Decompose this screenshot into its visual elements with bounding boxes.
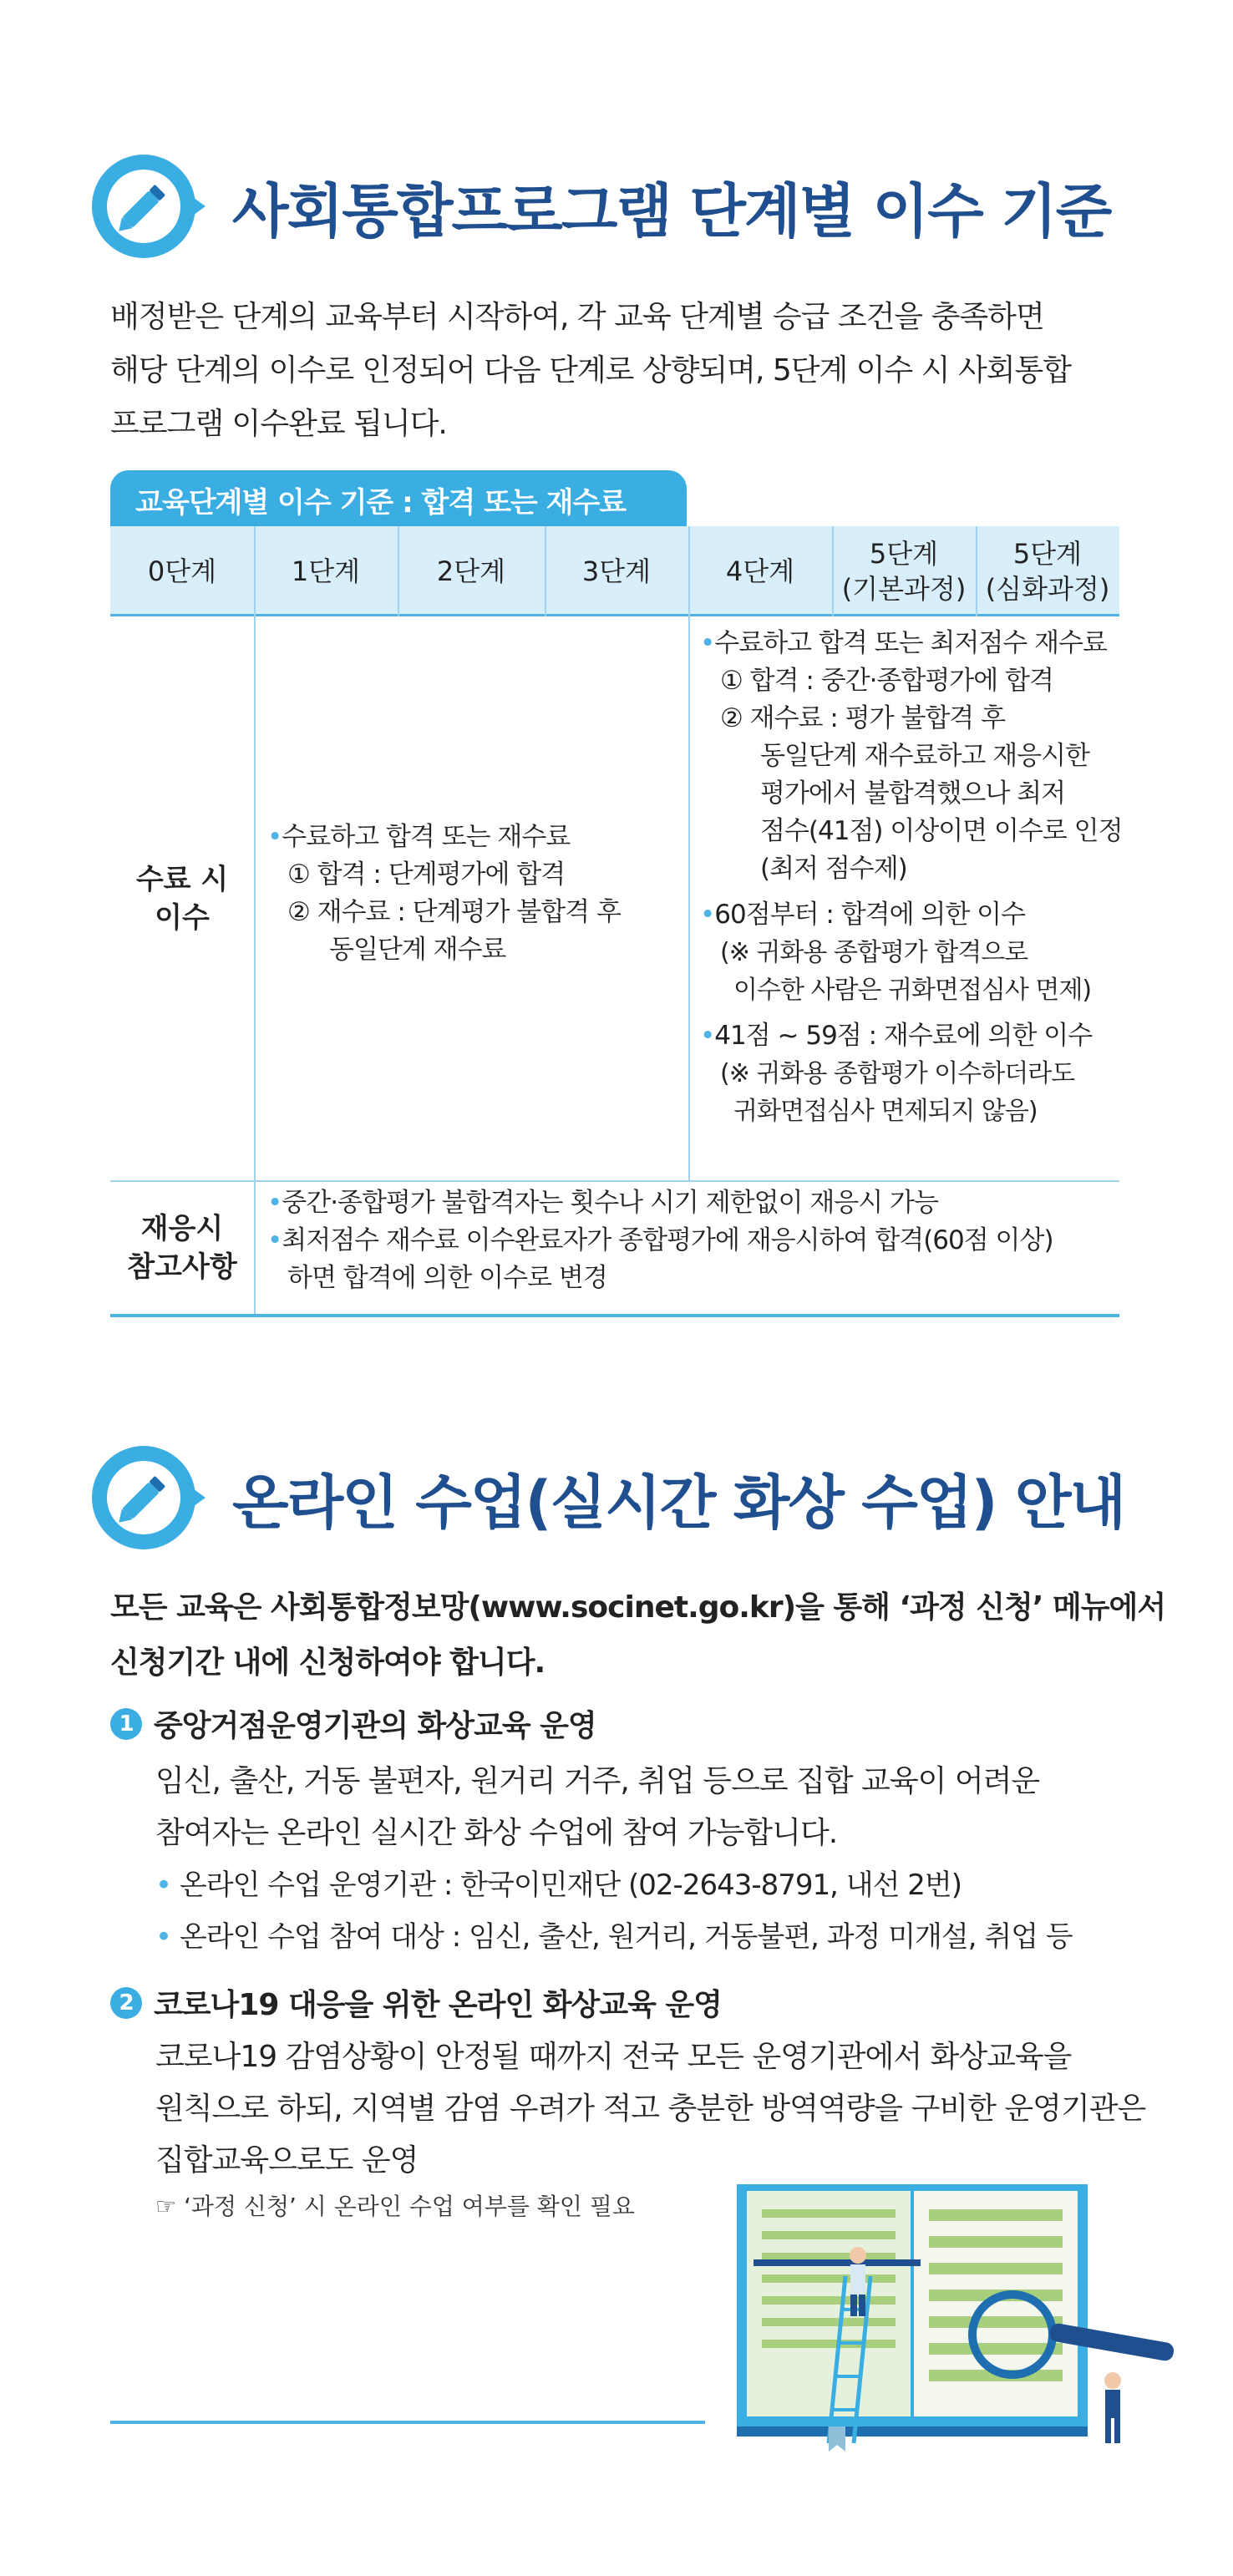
table-divider [688,526,690,616]
cell-text: ② 재수료 : 단계평가 불합격 후 [287,897,621,927]
bullet-icon: • [155,1869,180,1902]
row-label-line: 참고사항 [127,1250,237,1284]
cell-line [267,856,681,894]
body-line: 집합교육으로도 운영 [155,2143,419,2178]
bullet-icon: • [267,822,282,852]
body-line: 임신, 출산, 거동 불편자, 원거리 거주, 취업 등으로 집합 교육이 어려운 [155,1764,1040,1798]
item2-heading [110,1981,722,2024]
row-label-line: 재응시 [140,1212,224,1245]
row-label-completion [110,616,254,1180]
cell-text: 수료하고 합격 또는 재수료 [282,822,571,852]
header-cell-line: 5단계 [1012,538,1083,570]
cell-text: 최저점수 재수료 이수완료자가 종합평가에 재응시하여 합격(60점 이상) [282,1225,1053,1255]
cell-line [267,1260,1115,1297]
cell-line [700,971,1118,1009]
item1-heading [110,1702,596,1745]
intro-line: 해당 단계의 이수로 인정되어 다음 단계로 상향되며, 5단계 이수 시 사회통합 [110,353,1072,388]
bullet-line [155,1859,1073,1911]
cell-text: 이수한 사람은 귀화면접심사 면제) [733,976,1092,1005]
bullet-icon: • [700,1021,715,1051]
table-bottom-border [110,1314,1119,1317]
cell-line [267,894,681,931]
header-cell: 0단계 [147,555,217,587]
cell-line [267,1222,1115,1260]
cell-text: 귀화면접심사 면제되지 않음) [733,1097,1038,1126]
cell-line [700,662,1118,700]
cell-text: 60점부터 : 합격에 의한 이수 [714,900,1026,930]
criteria-table [110,526,1123,1320]
cell-line [700,1017,1118,1055]
body-line: 참여자는 온라인 실시간 화상 수업에 참여 가능합니다. [155,1816,838,1850]
bullet-icon: • [700,900,715,930]
section1-heading [84,144,1110,269]
cell-line [267,931,681,969]
cell-line [700,850,1118,888]
cell-text: ① 합격 : 중간·종합평가에 합격 [720,666,1053,696]
cell-text: 동일단계 재수료하고 재응시한 [760,741,1090,771]
cell-line [700,813,1123,850]
header-cell-line: (심화과정) [985,573,1110,605]
intro-line: 프로그램 이수완료 됩니다. [110,407,447,441]
cell-text: 하면 합격에 의한 이수로 변경 [287,1263,607,1293]
table-divider [832,526,834,616]
section2-heading [84,1435,1124,1560]
header-cell: 1단계 [291,555,361,587]
number-badge: 2 [110,1987,142,2019]
section-divider [110,2421,705,2424]
header-cell-line: (기본과정) [841,573,967,605]
table-row-divider [110,1180,1119,1182]
header-cell: 2단계 [436,555,506,587]
cell-line [700,700,1118,738]
cell-text: 중간·종합평가 불합격자는 횟수나 시기 제한없이 재응시 가능 [282,1188,938,1218]
cell-text: 41점 ~ 59점 : 재수료에 의한 이수 [714,1021,1093,1051]
header-cell [976,526,1119,616]
section1-intro [110,291,1142,451]
cell-text: (※ 귀화용 종합평가 이수하더라도 [720,1059,1075,1088]
bullet-icon: • [267,1225,282,1255]
intro-line: 배정받은 단계의 교육부터 시작하여, 각 교육 단계별 승급 조건을 충족하면 [110,300,1044,334]
section2-intro [110,1580,1166,1691]
table-divider [398,526,399,616]
table-tab-label: 교육단계별 이수 기준 : 합격 또는 재수료 [110,470,687,530]
item2-heading-text: 코로나19 대응을 위한 온라인 화상교육 운영 [154,1988,722,2022]
cell-line [700,896,1118,934]
bullet-line [155,1911,1073,1963]
cell-line [700,1093,1118,1130]
cell-text: 수료하고 합격 또는 최저점수 재수료 [714,628,1107,658]
item2-body [155,2031,1145,2187]
intro-line: 신청기간 내에 신청하여야 합니다. [110,1645,545,1680]
row-label-retest [110,1182,254,1314]
cell-line [700,775,1118,813]
header-cell: 3단계 [581,555,652,587]
intro-line: 모든 교육은 사회통합정보망(www.socinet.go.kr)을 통해 ‘과정 신청’ 메뉴에서 [110,1590,1166,1625]
cell-retest-notes [267,1184,1115,1297]
cell-line [267,819,681,856]
table-divider [254,526,256,616]
table-divider [545,526,546,616]
cell-line [700,934,1118,971]
cell-line [700,625,1118,662]
row-label-line: 이수 [155,900,210,935]
section1-title: 사회통합프로그램 단계별 이수 기준 [232,176,1111,246]
row-label-line: 수료 시 [135,862,229,896]
item1-heading-text: 중앙거점운영기관의 화상교육 운영 [154,1709,596,1743]
pencil-icon [84,1435,209,1560]
table-divider [976,526,977,616]
cell-line [267,1184,1115,1222]
bullet-icon: • [267,1188,282,1218]
cell-text: ① 합격 : 단계평가에 합격 [287,860,566,890]
item2-note: ☞ ‘과정 신청’ 시 온라인 수업 여부를 확인 필요 [155,2193,635,2220]
item1-body [155,1756,1073,1963]
cell-text: 평가에서 불합격했으나 최저 [760,778,1066,809]
cell-text: (최저 점수제) [760,854,907,884]
bullet-text: 온라인 수업 운영기관 : 한국이민재단 (02-2643-8791, 내선 2번) [179,1869,962,1902]
cell-stage1-3 [267,819,681,969]
bullet-text: 온라인 수업 참여 대상 : 임신, 출산, 원거리, 거동불편, 과정 미개설, 취업 등 [179,1920,1073,1954]
cell-line [700,738,1118,775]
cell-text: 동일단계 재수료 [329,935,506,965]
cell-text: (※ 귀화용 종합평가 합격으로 [720,938,1028,967]
header-cell-line: 5단계 [869,538,939,570]
body-line: 코로나19 감염상황이 안정될 때까지 전국 모든 운영기관에서 화상교육을 [155,2040,1072,2074]
table-divider [688,616,690,1180]
bullet-icon: • [155,1920,180,1954]
table-divider [254,616,256,1316]
section2-title: 온라인 수업(실시간 화상 수업) 안내 [232,1468,1125,1537]
pencil-icon [84,144,209,269]
body-line: 원칙으로 하되, 지역별 감염 우려가 적고 충분한 방역역량을 구비한 운영기관은 [155,2092,1146,2126]
bullet-icon: • [700,628,715,658]
book-magnifier-illustration [728,2176,1196,2452]
header-cell [832,526,976,616]
cell-text: 점수(41점) 이상이면 이수로 인정 [760,816,1123,846]
number-badge: 1 [110,1708,142,1740]
cell-line [700,1055,1118,1093]
cell-text: ② 재수료 : 평가 불합격 후 [720,703,1006,733]
header-cell: 4단계 [725,555,795,587]
cell-stage4-5 [700,625,1123,1130]
